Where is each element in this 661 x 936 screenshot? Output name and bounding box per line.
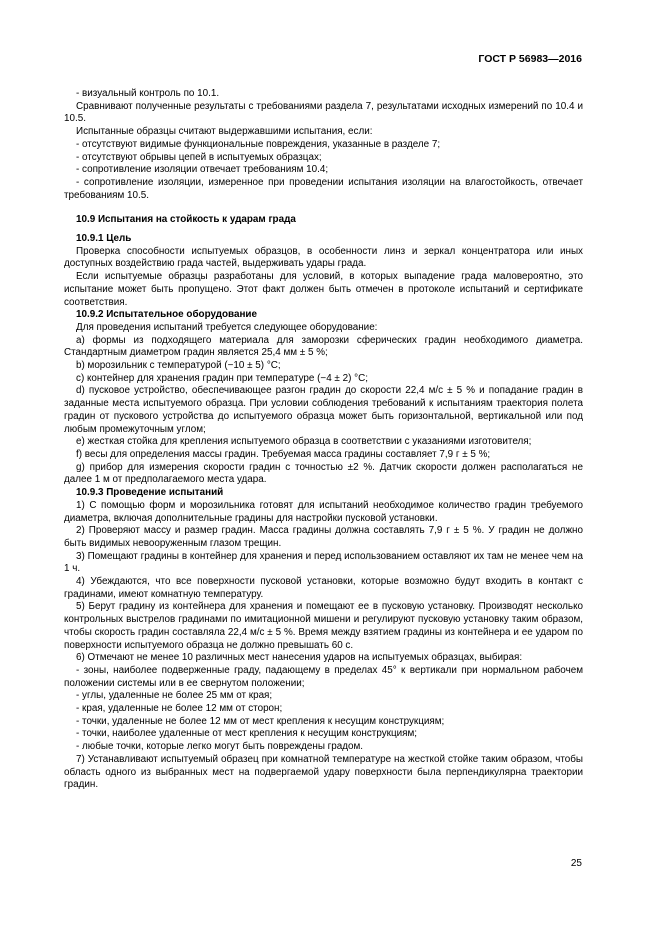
paragraph: Сравнивают полученные результаты с требованиями раздела 7, результатами исходных измерений по 10.4 и 10.5. bbox=[64, 100, 583, 125]
list-item: d) пусковое устройство, обеспечивающее разгон градин до скорости 22,4 м/с ± 5 % и попадание градин в заданные места испытуемого образца. При условии соблюдения требований к испытаниям траектория полета градин от пускового устройства до испытуемого образца может быть горизонтальной, вертикальной или под любым промежуточным углом; bbox=[64, 385, 583, 435]
list-item: - точки, удаленные не более 12 мм от мест крепления к несущим конструкциям; bbox=[76, 715, 445, 727]
list-item: - точки, наиболее удаленные от мест крепления к несущим конструкциям; bbox=[76, 728, 418, 740]
list-item: - края, удаленные не более 12 мм от сторон; bbox=[76, 703, 283, 715]
paragraph: - сопротивление изоляции отвечает требованиям 10.4; bbox=[76, 164, 329, 176]
list-item: f) весы для определения массы градин. Требуемая масса градины составляет 7,9 г ± 5 %; bbox=[76, 448, 491, 460]
subsection-title: 10.9.3 Проведение испытаний bbox=[76, 487, 224, 499]
list-item: - любые точки, которые легко могут быть повреждены градом. bbox=[76, 741, 364, 753]
list-item: - зоны, наиболее подверженные граду, падающему в пределах 45° к вертикали при нормальном рабочем положении системы или в ее свернутом положении; bbox=[64, 664, 583, 689]
list-item: e) жесткая стойка для крепления испытуемого образца в соответствии с указаниями изготовителя; bbox=[76, 436, 532, 448]
paragraph: Проверка способности испытуемых образцов, в особенности линз и зеркал концентратора или иных доступных воздействию града частей, выдерживать удары града. bbox=[64, 245, 583, 270]
list-item: a) формы из подходящего материала для заморозки сферических градин необходимого диаметра. Стандартным диаметром градин является 25,4 мм ± 5 %; bbox=[64, 334, 583, 359]
page-number: 25 bbox=[570, 858, 582, 869]
list-item: 6) Отмечают не менее 10 различных мест нанесения ударов на испытуемых образцах, выбирая: bbox=[76, 652, 523, 664]
paragraph: Для проведения испытаний требуется следующее оборудование: bbox=[76, 321, 378, 333]
subsection-title: 10.9.2 Испытательное оборудование bbox=[76, 309, 257, 321]
list-item: b) морозильник с температурой (−10 ± 5) °C; bbox=[76, 360, 281, 372]
document-header: ГОСТ Р 56983—2016 bbox=[478, 53, 582, 65]
paragraph: - отсутствуют обрывы цепей в испытуемых образцах; bbox=[76, 151, 322, 163]
list-item: g) прибор для измерения скорости градин с точностью ±2 %. Датчик скорости должен располагаться не далее 1 м от предполагаемого места удара. bbox=[64, 461, 583, 486]
list-item: 3) Помещают градины в контейнер для хранения и перед использованием оставляют их там не менее чем на 1 ч. bbox=[64, 550, 583, 575]
paragraph: - сопротивление изоляции, измеренное при проведении испытания изоляции на влагостойкость, отвечает требованиям 10.5. bbox=[64, 176, 583, 201]
subsection-title: 10.9.1 Цель bbox=[76, 233, 132, 245]
list-item: 4) Убеждаются, что все поверхности пусковой установки, которые возможно будут входить в контакт с градинами, имеют комнатную температуру. bbox=[64, 576, 583, 600]
list-item: 5) Берут градину из контейнера для хранения и помещают ее в пусковую установку. Производят несколько контрольных выстрелов градинами по имитационной мишени и регулируют пусковую установку таким образом, чтобы скорость градин составляла 22,4 м/с ± 5 %. Время между взятием градины из контейнера и ее ударом по поверхности испытуемого образца не должно превышать 60 с. bbox=[64, 601, 583, 651]
paragraph: - отсутствуют видимые функциональные повреждения, указанные в разделе 7; bbox=[76, 138, 441, 150]
section-title: 10.9 Испытания на стойкость к ударам града bbox=[76, 214, 296, 226]
list-item: 2) Проверяют массу и размер градин. Масса градины должна составлять 7,9 г ± 5 %. У градин не должно быть видимых невооруженным глазом трещин. bbox=[64, 525, 583, 549]
list-item: - углы, удаленные не более 25 мм от края; bbox=[76, 690, 273, 702]
list-item: 1) С помощью форм и морозильника готовят для испытаний необходимое количество градин требуемого диаметра, включая дополнительные градины для настройки пусковой установки. bbox=[64, 499, 583, 524]
list-item: c) контейнер для хранения градин при температуре (−4 ± 2) °C; bbox=[76, 372, 368, 384]
paragraph: Испытанные образцы считают выдержавшими испытания, если: bbox=[76, 126, 373, 138]
list-item: 7) Устанавливают испытуемый образец при комнатной температуре на жесткой стойке таким образом, чтобы область одного из выбранных мест на подвергаемой удару поверхности была перпендикулярна траектории градин. bbox=[64, 753, 583, 791]
paragraph: Если испытуемые образцы разработаны для условий, в которых выпадение града маловероятно, это испытание может быть пропущено. Этот факт должен быть отмечен в протоколе испытаний и сертификате соответствия. bbox=[64, 271, 583, 308]
document-body bbox=[64, 88, 583, 792]
paragraph: - визуальный контроль по 10.1. bbox=[76, 88, 220, 99]
